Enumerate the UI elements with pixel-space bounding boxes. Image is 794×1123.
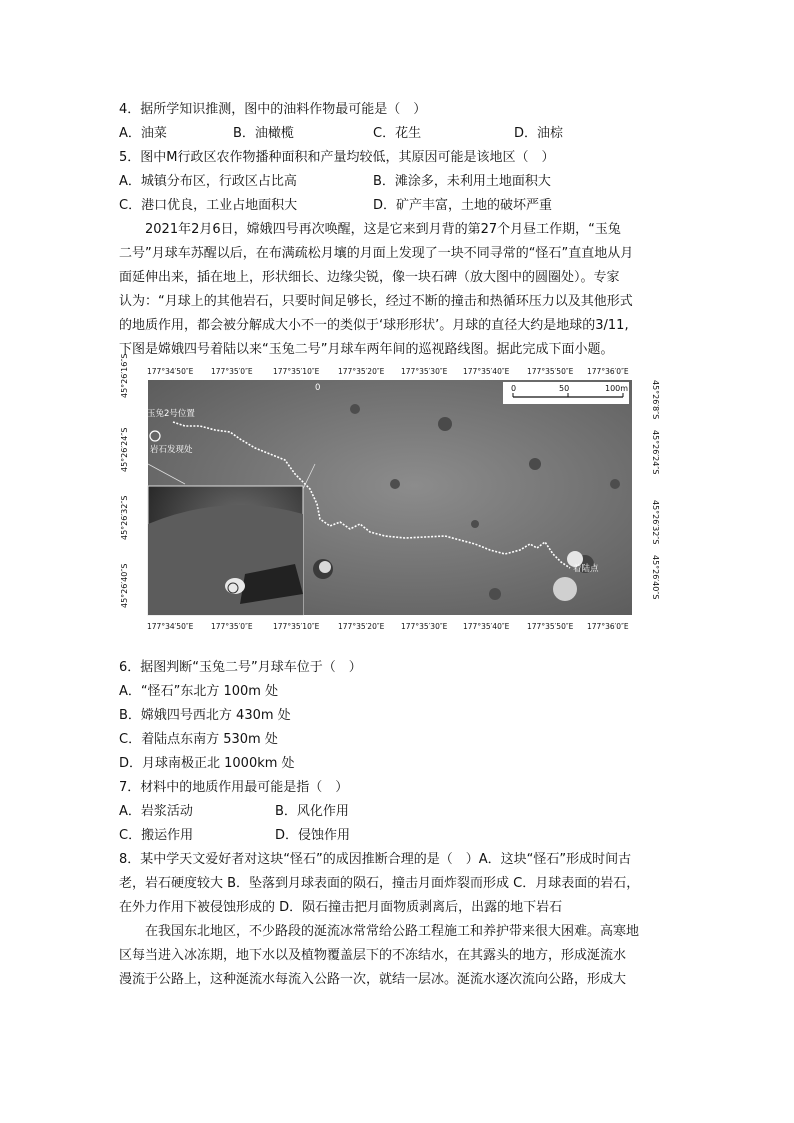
rover-position-label: 玉兔2号位置 xyxy=(147,409,195,419)
q4-option-a: A．油菜 xyxy=(119,126,167,141)
small-marker-label: 0 xyxy=(315,383,321,393)
passage-line: 下图是嫦娥四号着陆以来“玉兔二号”月球车两年间的巡视路线图。据此完成下面小题。 xyxy=(119,342,614,357)
rock-found-label: 岩石发现处 xyxy=(150,445,193,455)
q8-line: 8．某中学天文爱好者对这块“怪石”的成因推断合理的是（ ）A．这块“怪石”形成时间古 xyxy=(119,852,632,867)
svg-text:177°35′50″E: 177°35′50″E xyxy=(527,622,574,631)
landing-site-label: 着陆点 xyxy=(573,564,599,574)
q4-option-d: D．油棕 xyxy=(514,126,564,141)
inset-photo xyxy=(148,464,315,615)
passage2-line: 漫流于公路上，这种涎流水每流入公路一次，就结一层冰。涎流水逐次流向公路，形成大 xyxy=(119,972,627,987)
q7-stem: 7．材料中的地质作用最可能是指（ ） xyxy=(119,780,349,795)
q6-stem: 6．据图判断“玉兔二号”月球车位于（ ） xyxy=(119,660,362,675)
rover-route-map xyxy=(145,364,635,632)
passage2-line: 区每当进入冰冻期，地下水以及植物覆盖层下的不冻结水，在其露头的地方，形成涎流水 xyxy=(119,948,627,963)
svg-text:177°35′0″E: 177°35′0″E xyxy=(211,367,253,376)
q5-option-d: D．矿产丰富，土地的破坏严重 xyxy=(373,198,553,213)
scale-bar xyxy=(503,382,629,404)
svg-text:177°35′30″E: 177°35′30″E xyxy=(401,367,448,376)
q5-option-b: B．滩涂多，未利用土地面积大 xyxy=(373,174,551,189)
q6-option-d: D．月球南极正北 1000km 处 xyxy=(119,756,295,771)
q7-option-d: D．侵蚀作用 xyxy=(275,828,351,843)
q4-option-b: B．油橄榄 xyxy=(233,126,294,141)
svg-text:177°35′30″E: 177°35′30″E xyxy=(401,622,448,631)
passage-line: 认为：“月球上的其他岩石，只要时间足够长，经过不断的撞击和热循环压力以及其他形式 xyxy=(119,294,633,309)
svg-text:177°36′0″E: 177°36′0″E xyxy=(587,367,629,376)
svg-text:177°35′20″E: 177°35′20″E xyxy=(338,622,385,631)
q8-line: 老，岩石硬度较大 B．坠落到月球表面的陨石，撞击月面炸裂而形成 C．月球表面的岩石， xyxy=(119,876,640,891)
svg-text:177°36′0″E: 177°36′0″E xyxy=(587,622,629,631)
q8-line: 在外力作用下被侵蚀形成的 D．陨石撞击把月面物质剥离后，出露的地下岩石 xyxy=(119,900,563,915)
q5-option-a: A．城镇分布区，行政区占比高 xyxy=(119,174,297,189)
q5-stem: 5．图中M行政区农作物播种面积和产量均较低，其原因可能是该地区（ ） xyxy=(119,150,555,165)
q6-option-b: B．嫦娥四号西北方 430m 处 xyxy=(119,708,291,723)
svg-text:177°35′0″E: 177°35′0″E xyxy=(211,622,253,631)
svg-text:177°35′10″E: 177°35′10″E xyxy=(273,622,320,631)
q6-option-a: A．“怪石”东北方 100m 处 xyxy=(119,684,279,699)
scale-label-0: 0 xyxy=(511,384,517,393)
q7-option-c: C．搬运作用 xyxy=(119,828,194,843)
q4-option-c: C．花生 xyxy=(373,126,422,141)
scale-label-100: 100m xyxy=(605,384,629,393)
passage-line: 面延伸出来，插在地上，形状细长、边缘尖锐，像一块石碑（放大图中的圆圈处）。专家 xyxy=(119,270,620,285)
q4-stem: 4．据所学知识推测，图中的油料作物最可能是（ ） xyxy=(119,102,427,117)
q5-option-c: C．港口优良，工业占地面积大 xyxy=(119,198,298,213)
svg-text:177°35′10″E: 177°35′10″E xyxy=(273,367,320,376)
passage-line: 二号”月球车苏醒以后，在布满疏松月壤的月面上发现了一块不同寻常的“怪石”直直地从月 xyxy=(119,246,634,261)
svg-text:177°34′50″E: 177°34′50″E xyxy=(147,367,194,376)
q7-option-b: B．风化作用 xyxy=(275,804,349,819)
passage-line: 的地质作用，都会被分解成大小不一的类似于‘球形形状’。月球的直径大约是地球的3/11, xyxy=(119,318,629,333)
scale-label-50: 50 xyxy=(559,384,570,393)
svg-text:177°35′50″E: 177°35′50″E xyxy=(527,367,574,376)
svg-text:177°35′40″E: 177°35′40″E xyxy=(463,622,510,631)
svg-text:177°34′50″E: 177°34′50″E xyxy=(147,622,194,631)
passage2-line: 在我国东北地区，不少路段的涎流冰常常给公路工程施工和养护带来很大困难。高寒地 xyxy=(119,924,640,939)
svg-text:177°35′20″E: 177°35′20″E xyxy=(338,367,385,376)
q7-option-a: A．岩浆活动 xyxy=(119,804,193,819)
passage-line: 2021年2月6日，嫦娥四号再次唤醒，这是它来到月背的第27个月昼工作期，“玉兔 xyxy=(119,222,621,237)
q6-option-c: C．着陆点东南方 530m 处 xyxy=(119,732,278,747)
svg-text:177°35′40″E: 177°35′40″E xyxy=(463,367,510,376)
